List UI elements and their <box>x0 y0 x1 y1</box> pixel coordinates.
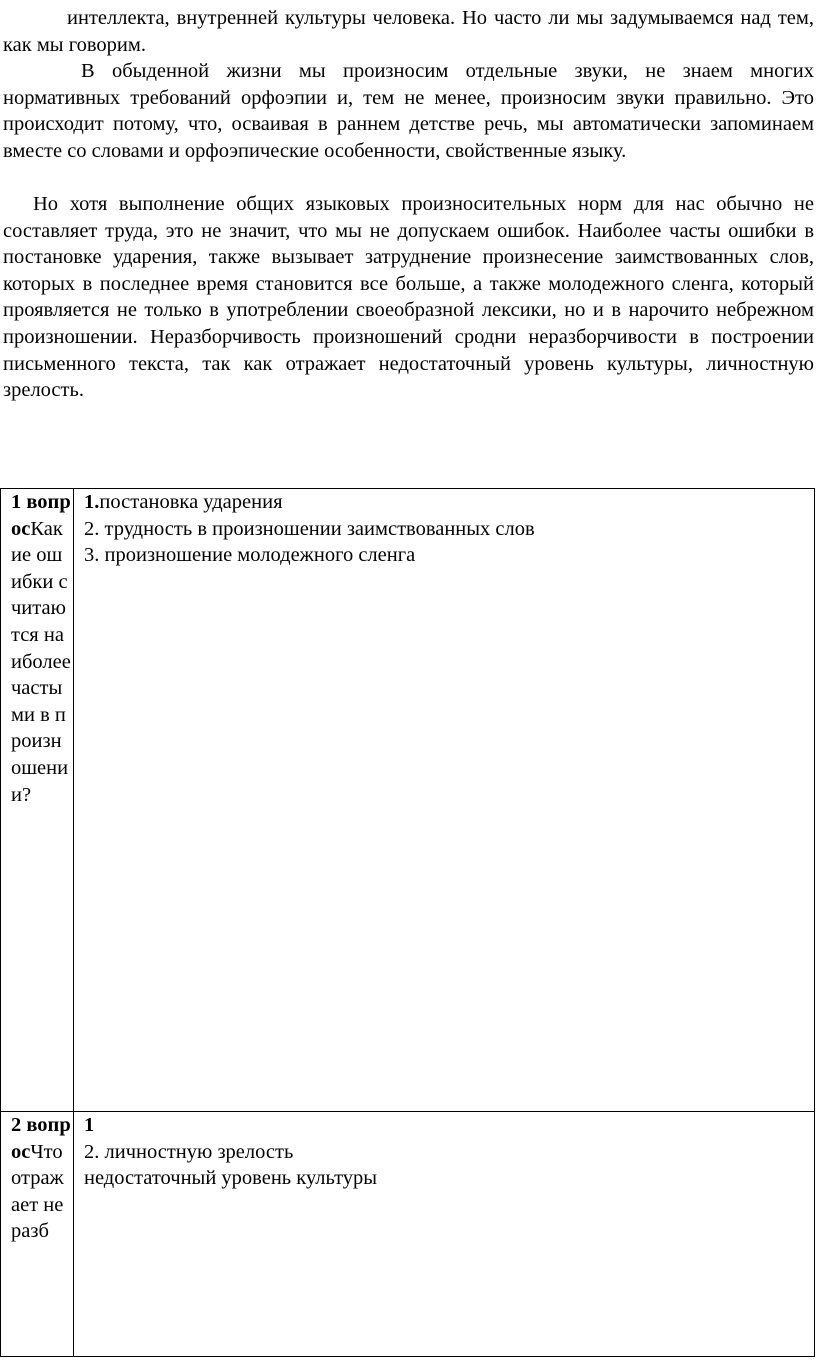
answer-cell <box>74 1112 815 1357</box>
table-row <box>1 489 815 1112</box>
answer-line: 3. произношение молодежного сленга <box>84 544 416 567</box>
questions-table <box>0 488 815 1357</box>
answer-line: недостаточный уровень культуры <box>84 1167 378 1190</box>
question-label: 1 вопрос <box>11 491 71 540</box>
paragraph-2: В обыденной жизни мы произносим отдельные звуки, не знаем многих нормативных требований орфоэпии и, тем не менее, произносим звуки правильно. Это происходит потому, что, осваивая в раннем детстве речь, мы автоматически запоминаем вместе со словами и орфоэпические особенности, свойственные языку. <box>3 60 814 162</box>
answer-number: 1 <box>84 1114 95 1136</box>
question-label: 2 вопрос <box>11 1114 71 1163</box>
question-cell <box>1 1112 74 1357</box>
question-text: Какие ошибки считаются наиболее частыми в произношении? <box>11 517 71 806</box>
table-row <box>1 1112 815 1357</box>
answer-first-text: постановка ударения <box>99 491 283 513</box>
answer-number: 1. <box>84 491 100 513</box>
question-cell <box>1 489 74 1112</box>
answer-cell <box>74 489 815 1112</box>
paragraph-3: Но хотя выполнение общих языковых произносительных норм для нас обычно не составляет труда, это не значит, что мы не допускаем ошибок. Наиболее часты ошибки в постановке ударения, также вызывает затруднение произнесение заимствованных слов, которых в последнее время становится все больше, а также молодежного сленга, который проявляется не только в употреблении своеобразной лексики, но и в нарочито небрежном произношении. Неразборчивость произношений сродни неразборчивости в построении письменного текста, так как отражает недостаточный уровень культуры, личностную зрелость. <box>3 193 814 402</box>
answer-line <box>84 1112 808 1139</box>
answer-line <box>84 489 808 516</box>
question-text: Что отражает неразб <box>11 1140 64 1243</box>
answer-line: 2. личностную зрелость <box>84 1140 294 1163</box>
paragraph-1: интеллекта, внутренней культуры человека. Но часто ли мы задумываемся над тем, как мы говорим. <box>3 7 814 56</box>
answer-line: 2. трудность в произношении заимствованных слов <box>84 517 535 540</box>
